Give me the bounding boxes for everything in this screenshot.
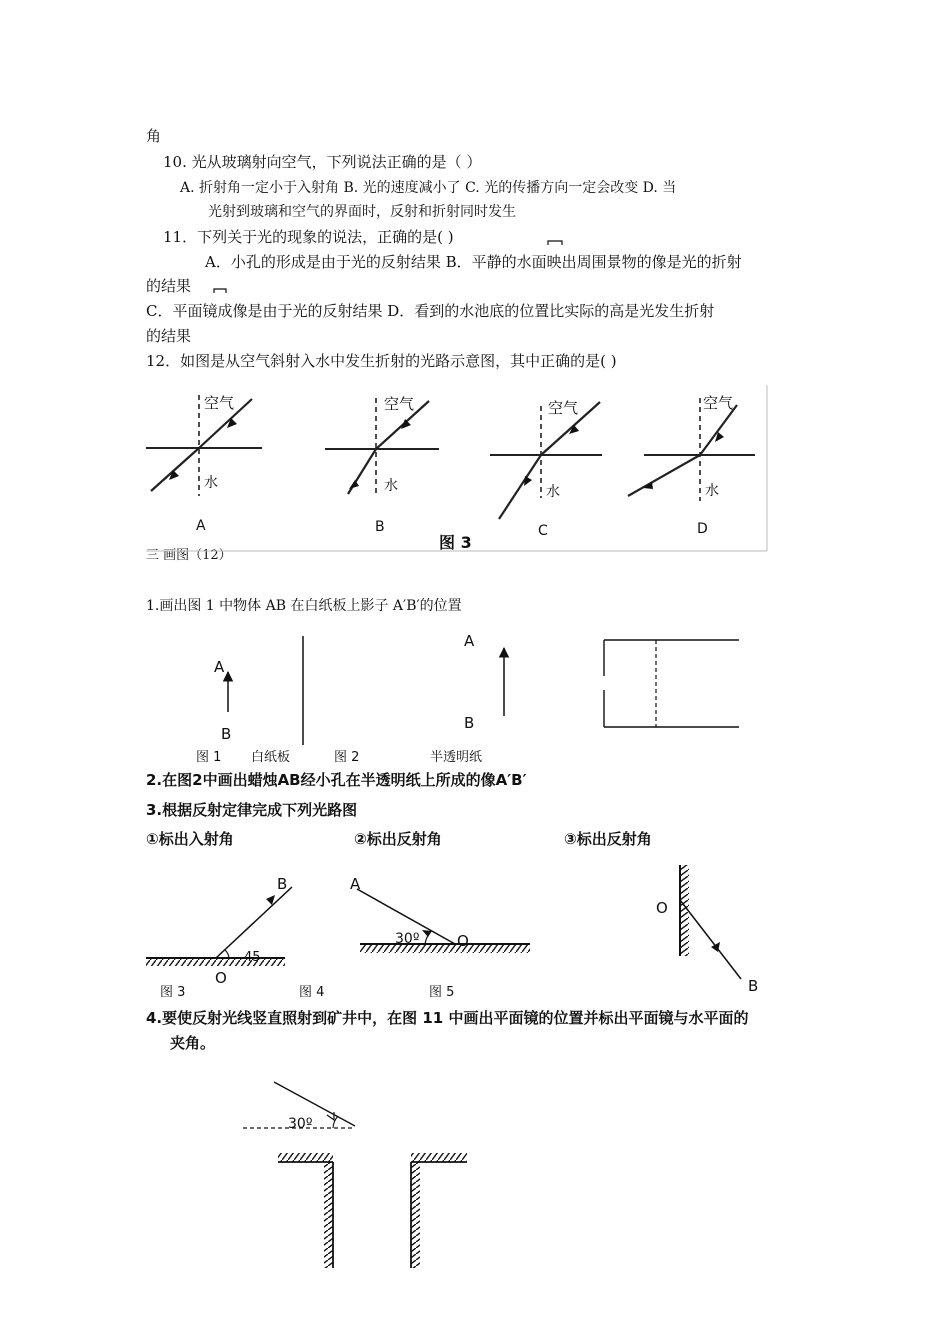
point-a-label: A xyxy=(350,875,361,893)
section3-heading: 三 画图（12） xyxy=(146,548,232,563)
q10-options-line1: A. 折射角一定小于入射角 B. 光的速度减小了 C. 光的传播方向一定会改变 D. 当 xyxy=(180,180,677,196)
q11-options-ab-line1: A．小孔的形成是由于光的反射结果 B．平静的水面映出周围景物的像是光的折射 xyxy=(205,253,742,271)
drawing-task-1: 1.画出图 1 中物体 AB 在白纸板上影子 A′B′的位置 xyxy=(146,598,462,614)
drawing-task-2: 2.在图2中画出蜡烛AB经小孔在半透明纸上所成的像A′B′ xyxy=(146,771,527,789)
figure-2-pinhole xyxy=(464,632,739,732)
q11-options-cd-line2: 的结果 xyxy=(146,327,192,345)
caption-board: 白纸板 xyxy=(251,750,291,765)
air-label: 空气 xyxy=(204,394,235,412)
task-label-1: ①标出入射角 xyxy=(146,830,234,848)
caption-fig5: 图 5 xyxy=(429,985,455,1000)
caption-fig2: 图 2 xyxy=(334,750,360,765)
q9-tail: 角 xyxy=(146,127,162,145)
point-a-label: A xyxy=(464,632,475,650)
point-a-label: A xyxy=(214,658,225,676)
q10-stem: 10. 光从玻璃射向空气，下列说法正确的是（ ） xyxy=(163,153,482,171)
q11-options-ab-line2: 的结果 xyxy=(146,277,192,295)
drawing-task-3: 3.根据反射定律完成下列光路图 xyxy=(146,801,358,819)
air-label: 空气 xyxy=(703,394,734,412)
angle-label: 30º xyxy=(288,1116,313,1132)
air-label: 空气 xyxy=(548,399,579,417)
point-o-label: O xyxy=(457,932,469,950)
mine-shaft-figure xyxy=(243,1082,467,1268)
bracket-mark xyxy=(548,241,562,245)
q11-stem: 11．下列关于光的现象的说法，正确的是( ) xyxy=(163,228,454,246)
caption-fig3: 图 3 xyxy=(160,985,186,1000)
drawing-task-4-line1: 4.要使反射光线竖直照射到矿井中，在图 11 中画出平面镜的位置并标出平面镜与水平面的 xyxy=(146,1009,749,1027)
water-label: 水 xyxy=(546,484,560,500)
option-label-b: B xyxy=(375,519,385,535)
point-b-label: B xyxy=(748,977,759,995)
water-label: 水 xyxy=(705,483,719,499)
q12-stem: 12．如图是从空气斜射入水中发生折射的光路示意图，其中正确的是( ) xyxy=(146,352,617,370)
point-b-label: B xyxy=(221,725,232,743)
reflection-figure-5 xyxy=(656,865,758,995)
reflection-figure-4 xyxy=(299,875,530,1000)
water-label: 水 xyxy=(384,478,398,494)
angle-label: 30º xyxy=(395,931,420,947)
diagram-c xyxy=(490,399,602,539)
bracket-mark xyxy=(214,289,226,293)
water-label: 水 xyxy=(204,475,218,491)
task-label-2: ②标出反射角 xyxy=(354,830,442,848)
caption-fig4: 图 4 xyxy=(299,985,325,1000)
q11-options-cd-line1: C．平面镜成像是由于光的反射结果 D．看到的水池底的位置比实际的高是光发生折射 xyxy=(146,302,715,320)
figure-caption: 图 3 xyxy=(439,533,472,552)
figure-1-shadow xyxy=(196,636,482,765)
point-b-label: B xyxy=(277,875,288,893)
q10-options-line2: 光射到玻璃和空气的界面时，反射和折射同时发生 xyxy=(208,204,516,220)
air-label: 空气 xyxy=(384,395,415,413)
point-b-label: B xyxy=(464,714,475,732)
drawing-task-4-line2: 夹角。 xyxy=(170,1034,216,1052)
point-o-label: O xyxy=(656,899,668,917)
diagram-b xyxy=(325,395,439,535)
diagram-a xyxy=(146,394,262,534)
task-label-3: ③标出反射角 xyxy=(564,830,652,848)
angle-label: 45 xyxy=(244,950,261,965)
option-label-c: C xyxy=(538,523,548,539)
caption-paper: 半透明纸 xyxy=(430,750,483,765)
caption-fig1: 图 1 xyxy=(196,750,222,765)
point-o-label: O xyxy=(215,969,227,987)
reflection-figure-3 xyxy=(146,875,292,1000)
diagram-d xyxy=(628,394,755,537)
refraction-figure xyxy=(146,385,767,552)
option-label-d: D xyxy=(697,521,708,537)
option-label-a: A xyxy=(196,518,206,534)
